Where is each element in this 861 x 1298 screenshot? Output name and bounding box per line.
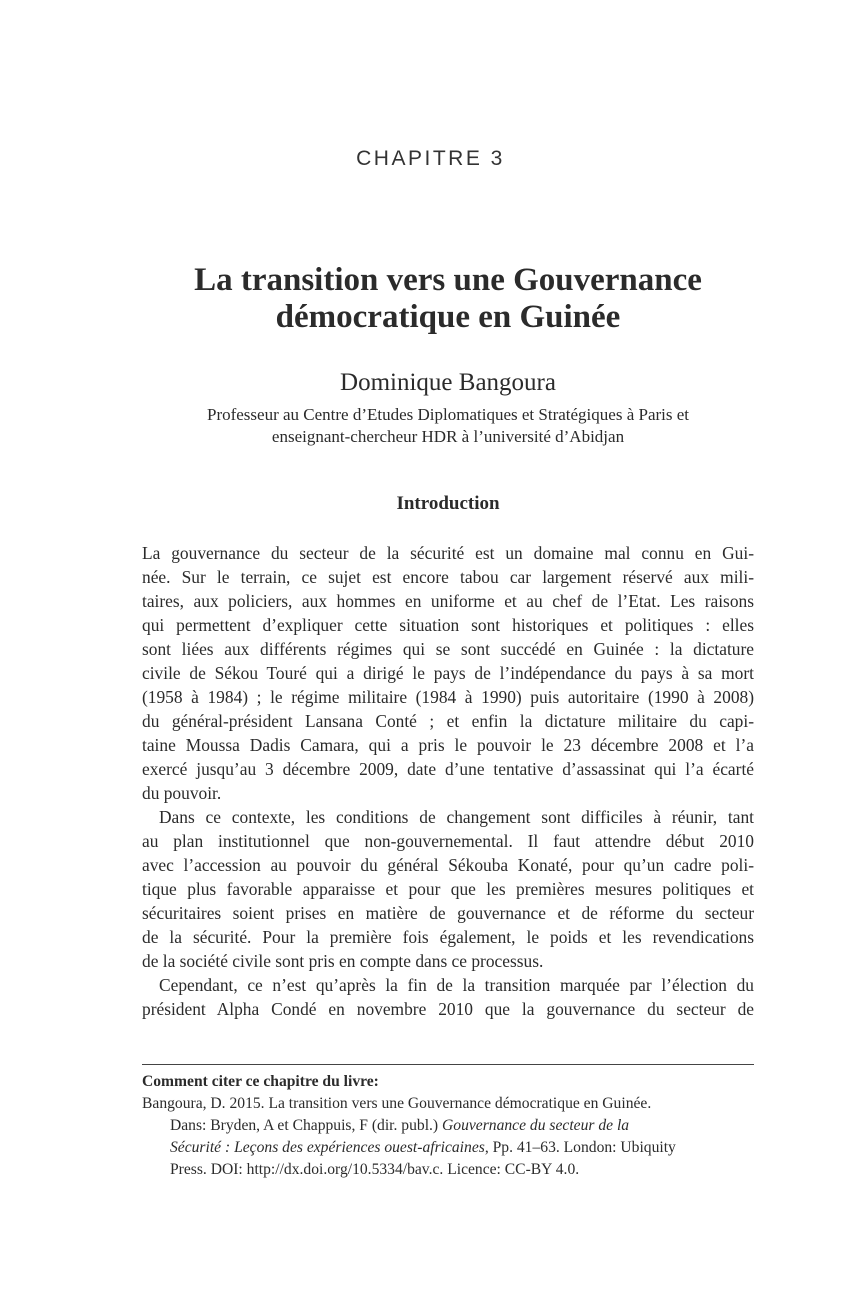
text-line: taine Moussa Dadis Camara, qui a pris le pouvoir le 23 décembre 2008 et l’a	[142, 735, 754, 755]
citation-book-title: Gouvernance du secteur de la	[442, 1117, 630, 1134]
chapter-title	[100, 262, 796, 336]
text-line: Cependant, ce n’est qu’après la fin de la transition marquée par l’élection du	[159, 975, 754, 995]
text-line: avec l’accession au pouvoir du général Sékouba Konaté, pour qu’un cadre poli-	[142, 855, 754, 875]
text-line: taires, aux policiers, aux hommes en uniforme et au chef de l’Etat. Les raisons	[142, 591, 754, 611]
paragraph	[142, 541, 754, 805]
paragraph	[142, 805, 754, 973]
citation-line: Bangoura, D. 2015. La transition vers une Gouvernance démocratique en Guinée.	[142, 1095, 652, 1112]
citation-line	[142, 1137, 754, 1159]
text-line: La gouvernance du secteur de la sécurité est un domaine mal connu en Gui-	[142, 543, 754, 563]
text-line: exercé jusqu’au 3 décembre 2009, date d’une tentative d’assassinat qui l’a écarté	[142, 759, 754, 779]
footnote-divider	[142, 1064, 754, 1065]
text-line: (1958 à 1984) ; le régime militaire (1984 à 1990) puis autoritaire (1990 à 2008)	[142, 687, 754, 707]
chapter-title-line: La transition vers une Gouvernance	[194, 262, 702, 298]
text-line: tique plus favorable apparaisse et pour que les premières mesures politiques et	[142, 879, 754, 899]
author-name: Dominique Bangoura	[340, 369, 556, 396]
text-line: au plan institutionnel que non-gouvernemental. Il faut attendre début 2010	[142, 831, 754, 851]
section-heading: Introduction	[396, 493, 500, 514]
text-line: du général-président Lansana Conté ; et enfin la dictature militaire du capi-	[142, 711, 754, 731]
paragraph	[142, 973, 754, 1021]
chapter-title-line: démocratique en Guinée	[275, 299, 621, 335]
citation-heading: Comment citer ce chapitre du livre:	[142, 1073, 379, 1090]
affiliation-line: enseignant-chercheur HDR à l’université d’Abidjan	[271, 427, 625, 446]
citation-reference	[142, 1093, 754, 1181]
affiliation-line: Professeur au Centre d’Etudes Diplomatiques et Stratégiques à Paris et	[206, 405, 690, 424]
body-text	[142, 541, 754, 1021]
text-line: Dans ce contexte, les conditions de changement sont difficiles à réunir, tant	[159, 807, 754, 827]
citation-line: Press. DOI: http://dx.doi.org/10.5334/bav.c. Licence: CC-BY 4.0.	[170, 1161, 580, 1178]
citation-block	[142, 1071, 754, 1181]
text-line: du pouvoir.	[142, 783, 222, 803]
text-line: sécuritaires soient prises en matière de gouvernance et de réforme du secteur	[142, 903, 754, 923]
author-affiliation	[150, 404, 746, 448]
citation-line	[142, 1115, 754, 1137]
text-line: président Alpha Condé en novembre 2010 que la gouvernance du secteur de	[142, 999, 754, 1019]
text-line: née. Sur le terrain, ce sujet est encore tabou car largement réservé aux mili-	[142, 567, 754, 587]
chapter-label: CHAPITRE 3	[356, 147, 505, 170]
text-line: de la société civile sont pris en compte dans ce processus.	[142, 951, 544, 971]
text-line: civile de Sékou Touré qui a dirigé le pays de l’indépendance du pays à sa mort	[142, 663, 754, 683]
citation-text: Dans: Bryden, A et Chappuis, F (dir. publ.)	[170, 1117, 443, 1134]
citation-text: , Pp. 41–63. London: Ubiquity	[484, 1139, 676, 1156]
citation-book-title: Sécurité : Leçons des expériences ouest-africaines	[170, 1139, 485, 1156]
text-line: sont liées aux différents régimes qui se sont succédé en Guinée : la dictature	[142, 639, 754, 659]
text-line: qui permettent d’expliquer cette situation sont historiques et politiques : elles	[142, 615, 754, 635]
text-line: de la sécurité. Pour la première fois également, le poids et les revendications	[142, 927, 754, 947]
